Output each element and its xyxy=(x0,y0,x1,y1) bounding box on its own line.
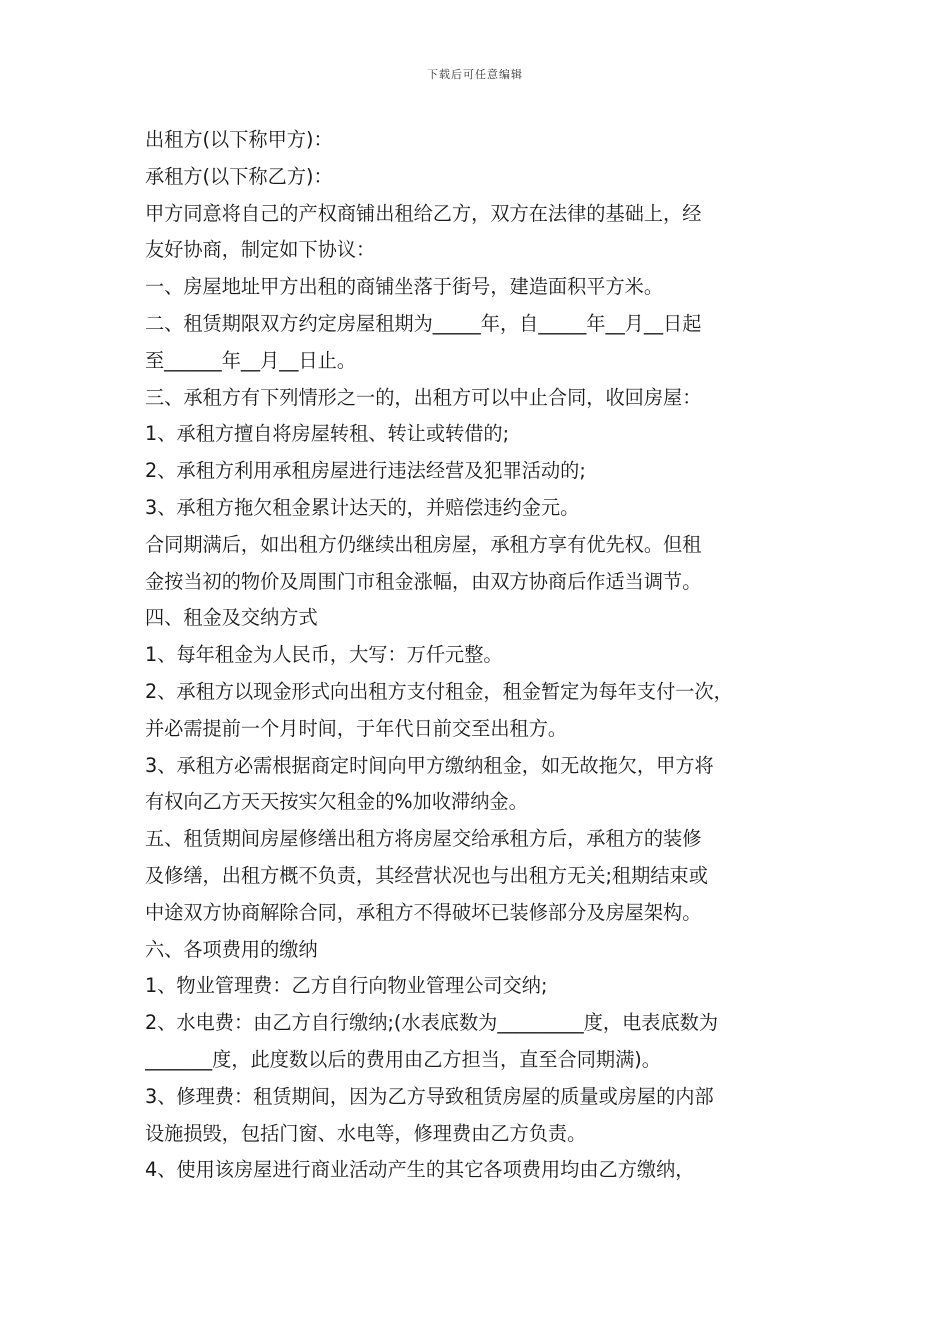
text-line: 1、承租方擅自将房屋转租、转让或转借的; xyxy=(145,422,510,446)
text-line: 及修缮，出租方概不负责，其经营状况也与出租方无关;租期结束或 xyxy=(145,863,708,887)
text-line: 3、承租方拖欠租金累计达天的，并赔偿违约金元。 xyxy=(145,495,580,519)
text-line: 金按当初的物价及周围门市租金涨幅，由双方协商后作适当调节。 xyxy=(145,569,702,593)
text-line: 设施损毁，包括门窗、水电等，修理费由乙方负责。 xyxy=(145,1121,587,1145)
text-line: 一、房屋地址甲方出租的商铺坐落于街号，建造面积平方米。 xyxy=(145,275,664,299)
text-line: 1、每年租金为人民币，大写：万仟元整。 xyxy=(145,643,503,667)
text-line: 有权向乙方天天按实欠租金的%加收滞纳金。 xyxy=(145,790,528,814)
text-line: 2、水电费：由乙方自行缴纳;(水表底数为_________度，电表底数为 xyxy=(145,1011,719,1035)
text-line: 至______年__月__日止。 xyxy=(145,348,357,372)
page-header: 下载后可任意编辑 xyxy=(427,68,523,81)
text-line: 合同期满后，如出租方仍继续出租房屋，承租方享有优先权。但租 xyxy=(145,532,702,556)
text-line: _______度，此度数以后的费用由乙方担当，直至合同期满)。 xyxy=(145,1047,661,1071)
text-line: 出租方(以下称甲方)： xyxy=(145,128,333,151)
text-line: 1、物业管理费：乙方自行向物业管理公司交纳; xyxy=(145,974,548,998)
text-line: 3、修理费：租赁期间，因为乙方导致租赁房屋的质量或房屋的内部 xyxy=(145,1084,714,1108)
text-line: 2、承租方利用承租房屋进行违法经营及犯罪活动的; xyxy=(145,459,586,483)
text-line: 2、承租方以现金形式向出租方支付租金，租金暂定为每年支付一次， xyxy=(145,679,733,703)
text-line: 甲方同意将自己的产权商铺出租给乙方，双方在法律的基础上，经 xyxy=(145,201,702,225)
text-line: 3、承租方必需根据商定时间向甲方缴纳租金，如无故拖欠，甲方将 xyxy=(145,753,714,777)
document-body xyxy=(145,122,815,1189)
text-line: 六、各项费用的缴纳 xyxy=(145,937,318,961)
text-line: 并必需提前一个月时间，于年代日前交至出租方。 xyxy=(145,716,568,740)
text-line: 4、使用该房屋进行商业活动产生的其它各项费用均由乙方缴纳， xyxy=(145,1158,695,1182)
text-line: 四、租金及交纳方式 xyxy=(145,606,318,630)
text-line: 友好协商，制定如下协议： xyxy=(145,238,376,262)
text-line: 中途双方协商解除合同，承租方不得破坏已装修部分及房屋架构。 xyxy=(145,900,702,924)
text-line: 三、承租方有下列情形之一的，出租方可以中止合同，收回房屋： xyxy=(145,385,702,409)
text-line: 二、租赁期限双方约定房屋租期为_____年，自_____年__月__日起 xyxy=(145,311,702,335)
text-line: 承租方(以下称乙方)： xyxy=(145,164,333,188)
text-line: 五、租赁期间房屋修缮出租方将房屋交给承租方后，承租方的装修 xyxy=(145,827,702,851)
